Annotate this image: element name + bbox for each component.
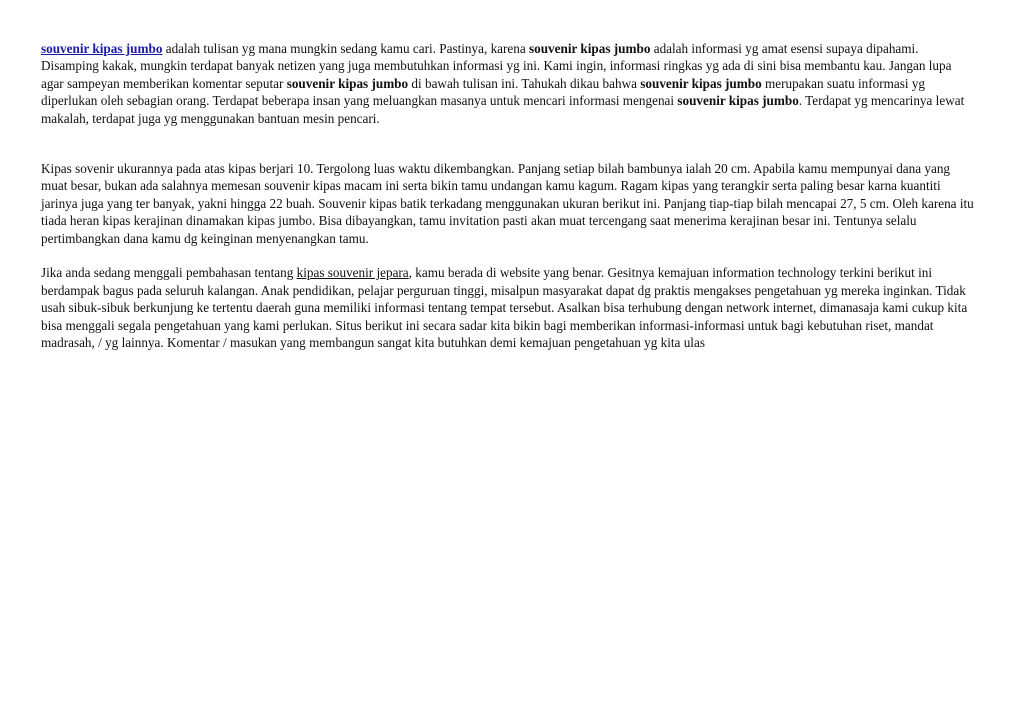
bold-keyword-4: souvenir kipas jumbo [677,93,799,109]
intro-text-1: adalah tulisan yg mana mungkin sedang kamu cari. Pastinya, karena [162,41,529,56]
intro-text-4: merupakan suatu informasi yg diperlukan oleh sebagian orang. Terdapat beberapa insan yang meluangkan masanya untuk mencari informasi mengenai [41,75,926,109]
intro-text-2: adalah informasi yg amat esensi supaya dipahami. Disamping kakak, mungkin terdapat banyak netizen yang juga membutuhkan informasi yg ini. Kami ingin, informasi ringkas yg ada di sini bisa membantu kau. Jangan lupa agar sampeyan memberikan komentar seputar [41,41,952,91]
bold-keyword-2: souvenir kipas jumbo [286,75,409,91]
document-page [41,40,976,351]
intro-text-3: di bawah tulisan ini. Tahukah dikau bahwa [408,75,641,91]
kipas-souvenir-jepara-link[interactable]: kipas souvenir jepara [296,265,409,281]
website-info-paragraph [41,264,976,351]
souvenir-kipas-jumbo-link[interactable]: souvenir kipas jumbo [41,41,163,56]
kipas-description-paragraph: Kipas sovenir ukurannya pada atas kipas berjari 10. Tergolong luas waktu dikembangkan. Panjang setiap bilah bambunya ialah 20 cm. Apabila kamu mempunyai dana yang muat besar, bukan ada salahnya memesan souvenir kipas macam ini serta bikin tamu undangan kamu kagum. Ragam kipas yang terangkir serta paling besar karna kuantiti jarinya juga yang ter banyak, yakni hingga 22 buah. Souvenir kipas batik terkadang menggunakan ukuran berikut ini. Panjang tiap-tiap bilah mencapai 27, 5 cm. Oleh karena itu tiada heran kipas kerajinan dinamakan kipas jumbo. Bisa dibayangkan, tamu invitation pasti akan muat tercengang saat menerima kerajinan besar ini. Tentunya selalu pertimbangkan dana kamu dg keinginan menyenangkan tamu. [41,161,974,246]
info-text-2: , kamu berada di website yang benar. Gesitnya kemajuan information technology terkini berikut ini berdampak bagus pada seluruh kalangan. Anak pendidikan, pelajar perguruan tinggi, misalpun masyarakat dapat dg praktis mengakses pengetahuan yg mereka inginkan. Tidak usah sibuk-sibuk berkunjung ke tertentu daerah guna memiliki informasi tentang tempat tersebut. Asalkan bisa terhubung dengan network internet, dimanasaja kami cukup kita bisa menggali segala pengetahuan yang kami perlukan. Situs berikut ini secara sadar kita bikin bagi memberikan informasi-informasi untuk bagi kebutuhan riset, mandat madrasah, / yg lainnya. Komentar / masukan yang membangun sangat kita butuhkan demi kemajuan pengetahuan yg kita ulas [41,265,968,351]
info-text-1: Jika anda sedang menggali pembahasan tentang [41,265,297,281]
bold-keyword-3: souvenir kipas jumbo [640,75,762,91]
intro-paragraph [41,40,976,127]
intro-text-5: . Terdapat yg mencarinya lewat makalah, terdapat juga yg menggunakan bantuan mesin pencari. [41,93,965,126]
bold-keyword-1: souvenir kipas jumbo [529,41,651,56]
